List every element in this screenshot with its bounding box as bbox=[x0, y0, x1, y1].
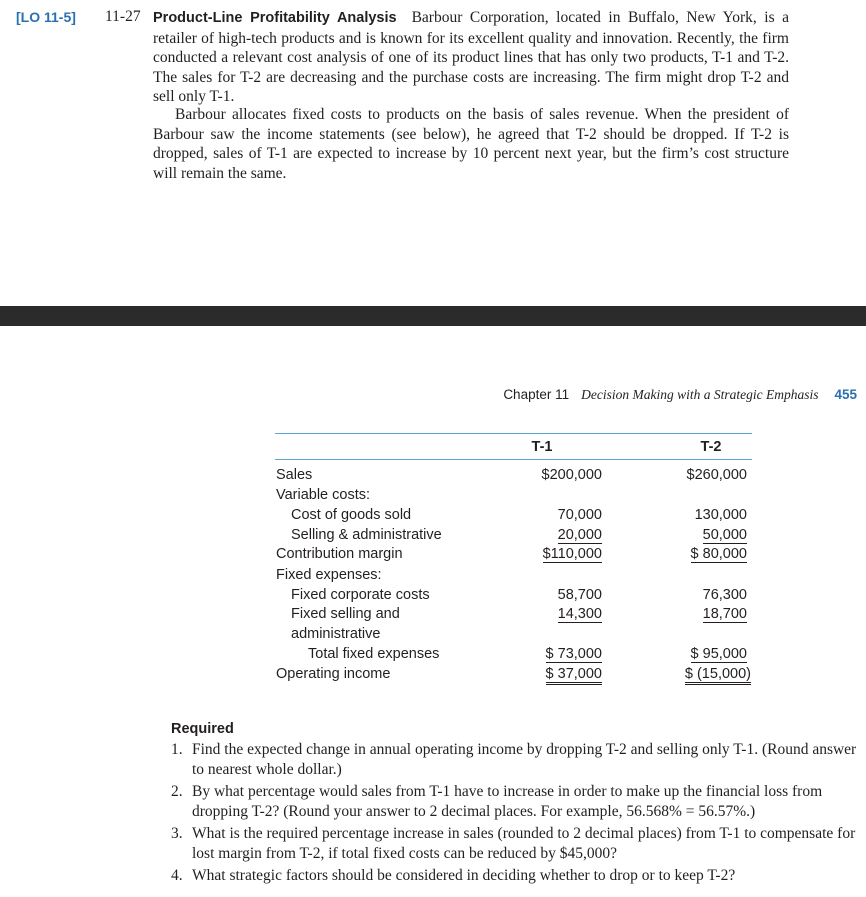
t1-sales: $200,000 bbox=[541, 467, 602, 483]
t2-total-fixed: $ 95,000 bbox=[690, 646, 747, 662]
t2-operating-income: $ (15,000) bbox=[685, 666, 751, 685]
t2-cogs: 130,000 bbox=[694, 507, 747, 523]
header-bottom-rule bbox=[275, 459, 752, 460]
t1-sga: 20,000 bbox=[557, 527, 602, 543]
question-text: What is the required percentage increase in sales (rounded to 2 decimal places) from T-1 to compensate for lost margin from T-2, if total fixed costs can be reduced by $45,000? bbox=[192, 825, 856, 862]
t2-fixed-corporate: 76,300 bbox=[702, 587, 747, 603]
row-label-fixed-expenses: Fixed expenses: bbox=[276, 567, 382, 583]
t1-total-fixed: $ 73,000 bbox=[545, 646, 602, 662]
row-label-fixed-corporate: Fixed corporate costs bbox=[291, 587, 430, 603]
learning-objective-tag: [LO 11-5] bbox=[16, 9, 76, 25]
question-text: By what percentage would sales from T-1 have to increase in order to make up the financial loss from dropping T-2? (Round your answer to 2 decimal places. For example, 56.568% = 56.57%.) bbox=[192, 783, 823, 820]
question-item bbox=[171, 782, 859, 821]
question-number: 4. bbox=[171, 867, 183, 884]
t2-sales: $260,000 bbox=[686, 467, 747, 483]
row-label-sga: Selling & administrative bbox=[291, 527, 442, 543]
row-label-fixed-selling: Fixed selling and bbox=[291, 606, 400, 622]
t2-contribution-margin: $ 80,000 bbox=[690, 546, 747, 562]
t1-fixed-corporate: 58,700 bbox=[557, 587, 602, 603]
row-label-cogs: Cost of goods sold bbox=[291, 507, 412, 523]
question-item bbox=[171, 824, 859, 863]
page-number: 455 bbox=[834, 387, 857, 402]
t1-cogs: 70,000 bbox=[557, 507, 602, 523]
t1-operating-income: $ 37,000 bbox=[546, 666, 602, 685]
row-label-variable-costs: Variable costs: bbox=[276, 487, 371, 503]
table-top-rule bbox=[275, 433, 752, 434]
running-head-title: Decision Making with a Strategic Emphasis bbox=[581, 387, 819, 402]
problem-paragraph-1-text: Barbour Corporation, located in Buffalo, New York, is a retailer of high-tech products and is known for its excellent quality and innovation. Recently, the firm conducted a relevant cost analysis of one of its product lines that has only two products, T-1 and T-2. The sales for T-2 are decreasing and the purchase costs are increasing. The firm might drop T-2 and sell only T-1. bbox=[153, 9, 789, 105]
required-heading: Required bbox=[171, 721, 234, 737]
problem-number: 11-27 bbox=[105, 8, 141, 25]
required-questions bbox=[171, 740, 859, 889]
question-text: What strategic factors should be considered in deciding whether to drop or to keep T-2? bbox=[192, 867, 736, 884]
column-header-t2: T-2 bbox=[700, 439, 722, 455]
problem-paragraph-2: Barbour allocates fixed costs to products on the basis of sales revenue. When the president of Barbour saw the income statements (see below), he agreed that T-2 should be dropped. If T-2 is dropped, sales of T-1 are expected to increase by 10 percent next year, but the firm’s cost structure will remain the same. bbox=[153, 106, 789, 182]
column-header-t1: T-1 bbox=[531, 439, 553, 455]
question-number: 3. bbox=[171, 825, 183, 842]
question-number: 2. bbox=[171, 783, 183, 800]
row-label-sales: Sales bbox=[276, 467, 313, 483]
question-number: 1. bbox=[171, 741, 183, 758]
t1-fixed-selling: 14,300 bbox=[557, 606, 602, 622]
row-label-contribution-margin: Contribution margin bbox=[276, 546, 403, 562]
t2-sga: 50,000 bbox=[702, 527, 747, 543]
row-label-operating-income: Operating income bbox=[276, 666, 391, 682]
t1-contribution-margin: $110,000 bbox=[542, 546, 602, 562]
row-label-fixed-selling-cont: administrative bbox=[291, 626, 381, 642]
question-item bbox=[171, 866, 859, 886]
row-label-total-fixed: Total fixed expenses bbox=[308, 646, 440, 662]
question-text: Find the expected change in annual operating income by dropping T-2 and selling only T-1. (Round answer to nearest whole dollar.) bbox=[192, 741, 857, 778]
problem-title: Product-Line Profitability Analysis bbox=[153, 10, 397, 26]
running-head-chapter: Chapter 11 bbox=[503, 387, 570, 402]
question-item bbox=[171, 740, 859, 779]
t2-fixed-selling: 18,700 bbox=[702, 606, 747, 622]
